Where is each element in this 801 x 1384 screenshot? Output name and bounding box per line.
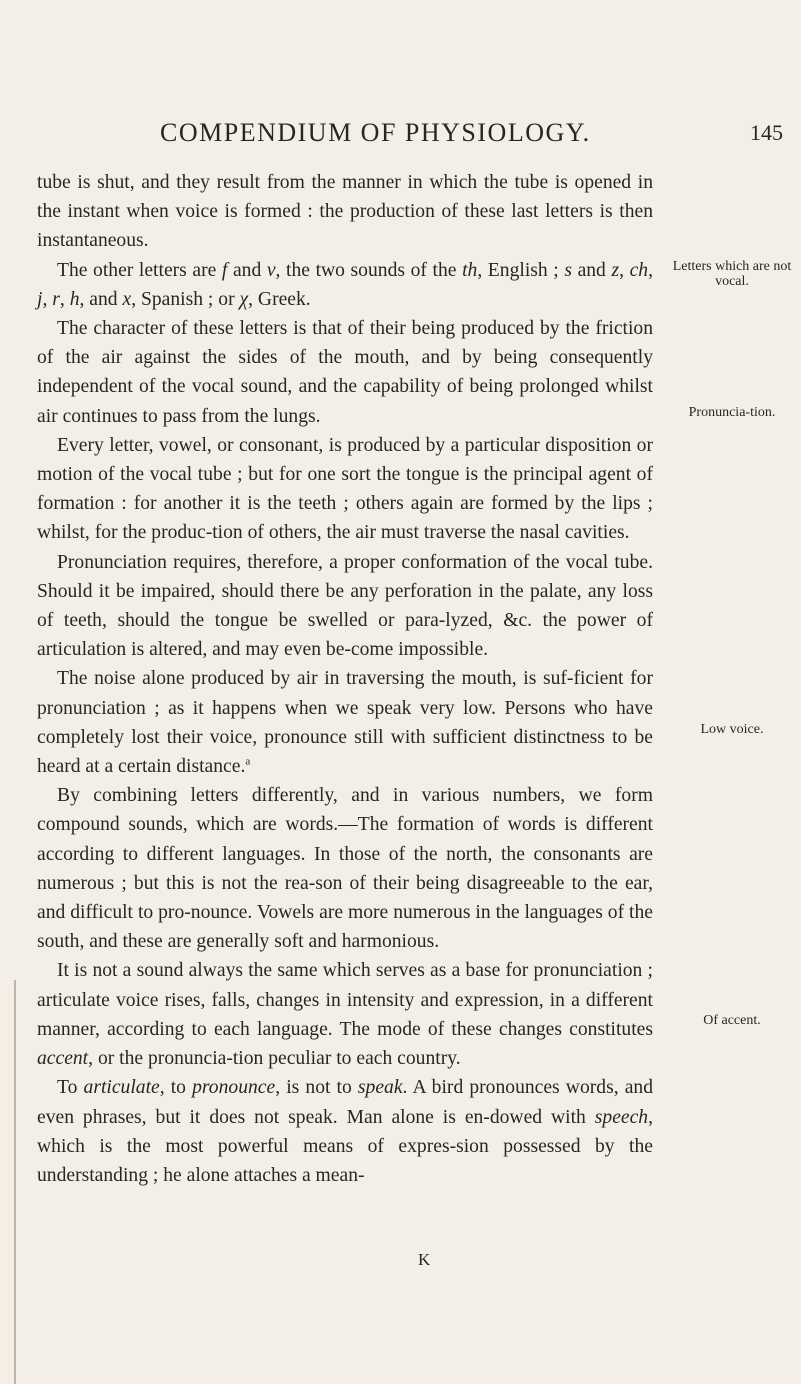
footnote-ref: a <box>245 755 251 768</box>
page-header <box>0 118 801 158</box>
paragraph-8: It is not a sound always the same which serves as a base for pronunciation ; articulate voice rises, falls, changes in intensity and expression, in a different manner, according to each language. The mode of these changes constitutes accent, or the pronuncia-tion peculiar to each country. <box>37 960 653 1070</box>
margin-note-of-accent: Of accent. <box>703 1013 761 1028</box>
running-title: COMPENDIUM OF PHYSIOLOGY. <box>160 118 591 147</box>
margin-note-pronunciation: Pronuncia-tion. <box>688 405 776 420</box>
signature-mark: K <box>418 1250 431 1269</box>
paragraph-7: By combining letters differently, and in various numbers, we form compound sounds, which are words.—The formation of words is different according to different languages. In those of the north, the consonants are numerous ; but this is not the rea-son of their being disagreeable to the ear, and difficult to pro-nounce. Vowels are more numerous in the languages of the south, and these are generally soft and harmonious. <box>37 785 653 953</box>
page-edge-shadow <box>14 980 16 1384</box>
paragraph-5: Pronunciation requires, therefore, a proper conformation of the vocal tube. Should it be impaired, should there be any perforation in the palate, any loss of teeth, should the tongue be swelled or para-lyzed, &c. the power of articulation is altered, and may even be-come impossible. <box>37 551 653 661</box>
paragraph-6: The noise alone produced by air in traversing the mouth, is suf-ficient for pronunciation ; as it happens when we speak very low. Persons who have completely lost their voice, pronounce still with sufficient distinctness to be heard at a certain distance.$^a$ <box>37 668 653 778</box>
paragraph-1: tube is shut, and they result from the manner in which the tube is opened in the instant when voice is formed : the production of these last letters is then instantaneous. <box>37 172 653 252</box>
margin-note-low-voice: Low voice. <box>700 722 764 737</box>
page-number: 145 <box>750 120 783 145</box>
paragraph-3: The character of these letters is that of their being produced by the friction of the air against the sides of the mouth, and by being consequently independent of the vocal sound, and the capability of being prolonged whilst air continues to pass from the lungs. <box>37 318 653 427</box>
body-text <box>37 168 653 1190</box>
paragraph-9: To articulate, to pronounce, is not to speak. A bird pronounces words, and even phrases, but it does not speak. Man alone is en-dowed with speech, which is the most powerful means of expres-sion possessed by the understanding ; he alone attaches a mean- <box>37 1077 654 1186</box>
paragraph-4: Every letter, vowel, or consonant, is produced by a particular disposition or motion of the vocal tube ; but for one sort the tongue is the principal agent of formation : for another it is the teeth ; others again are formed by the lips ; whilst, for the produc-tion of others, the air must traverse the nasal cavities. <box>37 434 653 544</box>
margin-note-letters-not-vocal: Letters which are not vocal. <box>672 259 792 289</box>
paragraph-2: The other letters are f and v, the two sounds of the th, English ; s and z, ch, j, r, h, and x, Spanish ; or χ, Greek. <box>37 259 653 310</box>
